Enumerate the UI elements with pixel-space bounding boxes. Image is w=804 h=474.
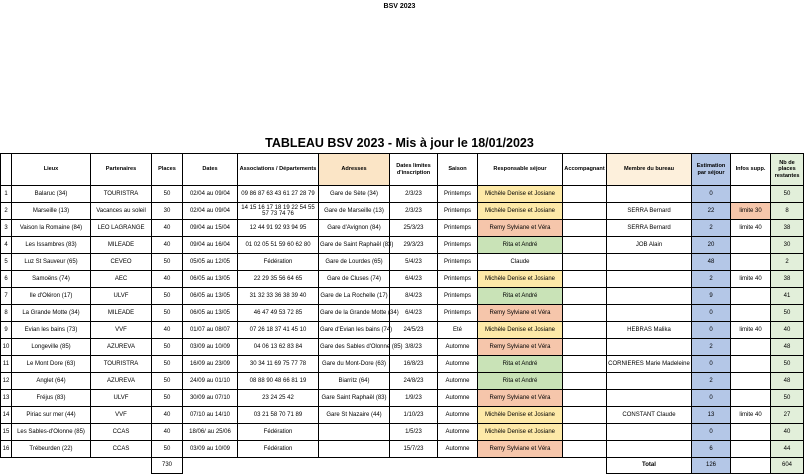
col-responsable-header: Responsable séjour bbox=[478, 154, 563, 186]
cell-date-limite: 5/4/23 bbox=[390, 254, 438, 271]
col-places-header: Places bbox=[152, 154, 183, 186]
cell-membre bbox=[607, 373, 692, 390]
cell-saison: Automne bbox=[438, 441, 478, 458]
cell-partenaire: CCAS bbox=[91, 424, 152, 441]
cell-responsable: Rita et André bbox=[478, 288, 563, 305]
cell-membre bbox=[607, 271, 692, 288]
cell-lieu: Ile d'Oléron (17) bbox=[12, 288, 91, 305]
cell-accompagnant bbox=[563, 220, 607, 237]
cell-accompagnant bbox=[563, 203, 607, 220]
cell-date-limite: 16/8/23 bbox=[390, 356, 438, 373]
cell-restantes: 50 bbox=[771, 390, 804, 407]
cell-dates: 16/09 au 23/09 bbox=[183, 356, 238, 373]
cell-associations: 22 29 35 56 64 65 bbox=[238, 271, 319, 288]
cell-partenaire: VVF bbox=[91, 322, 152, 339]
row-index: 2 bbox=[1, 203, 12, 220]
cell-adresse: Gare des Sables d'Olonne (85) bbox=[319, 339, 390, 356]
cell-restantes: 40 bbox=[771, 322, 804, 339]
cell-dates: 09/04 au 15/04 bbox=[183, 220, 238, 237]
cell-responsable: Michèle Denise et Josiane bbox=[478, 407, 563, 424]
cell-lieu: Vaison la Romaine (84) bbox=[12, 220, 91, 237]
cell-accompagnant bbox=[563, 271, 607, 288]
cell-associations: 04 06 13 62 83 84 bbox=[238, 339, 319, 356]
total-label: Total bbox=[607, 458, 692, 474]
cell-responsable: Michèle Denise et Josiane bbox=[478, 424, 563, 441]
col-partenaires-header: Partenaires bbox=[91, 154, 152, 186]
cell-adresse: Gare de Sète (34) bbox=[319, 186, 390, 203]
cell-partenaire: ULVF bbox=[91, 288, 152, 305]
cell-estimation: 0 bbox=[692, 305, 731, 322]
col-saison-header: Saison bbox=[438, 154, 478, 186]
cell-responsable: Michèle Denise et Josiane bbox=[478, 322, 563, 339]
cell-saison: Automne bbox=[438, 339, 478, 356]
cell-accompagnant bbox=[563, 186, 607, 203]
cell-places: 50 bbox=[152, 356, 183, 373]
cell-infos bbox=[731, 305, 771, 322]
cell-estimation: 0 bbox=[692, 390, 731, 407]
cell-accompagnant bbox=[563, 288, 607, 305]
row-index: 3 bbox=[1, 220, 12, 237]
cell-date-limite: 8/4/23 bbox=[390, 288, 438, 305]
col-lieux-header: Lieux bbox=[12, 154, 91, 186]
cell-date-limite: 25/3/23 bbox=[390, 220, 438, 237]
cell-places: 40 bbox=[152, 237, 183, 254]
cell-restantes: 50 bbox=[771, 356, 804, 373]
col-membre-header: Membre du bureau bbox=[607, 154, 692, 186]
cell-lieu: Longeville (85) bbox=[12, 339, 91, 356]
cell-responsable: Remy Sylviane et Véra bbox=[478, 339, 563, 356]
cell-adresse: Biarritz (64) bbox=[319, 373, 390, 390]
cell-date-limite: 1/9/23 bbox=[390, 390, 438, 407]
cell-estimation: 0 bbox=[692, 322, 731, 339]
cell-partenaire: LEO LAGRANGE bbox=[91, 220, 152, 237]
cell-date-limite: 1/10/23 bbox=[390, 407, 438, 424]
cell-dates: 18/06/ au 25/06 bbox=[183, 424, 238, 441]
cell-dates: 07/10 au 14/10 bbox=[183, 407, 238, 424]
cell-infos bbox=[731, 356, 771, 373]
cell-associations: 30 34 11 69 75 77 78 bbox=[238, 356, 319, 373]
cell-saison: Automne bbox=[438, 390, 478, 407]
cell-membre: SERRA Bernard bbox=[607, 203, 692, 220]
cell-estimation: 6 bbox=[692, 441, 731, 458]
cell-responsable: Remy Sylviane et Véra bbox=[478, 441, 563, 458]
total-spacer-2 bbox=[183, 458, 607, 474]
table-row bbox=[1, 271, 804, 288]
cell-infos bbox=[731, 339, 771, 356]
cell-infos bbox=[731, 373, 771, 390]
total-row bbox=[1, 458, 804, 474]
cell-estimation: 20 bbox=[692, 237, 731, 254]
sheet-header: BSV 2023 bbox=[383, 3, 416, 10]
cell-lieu: Luz St Sauveur (65) bbox=[12, 254, 91, 271]
cell-saison: Printemps bbox=[438, 220, 478, 237]
cell-partenaire: AZUREVA bbox=[91, 339, 152, 356]
row-index: 8 bbox=[1, 305, 12, 322]
cell-membre: HEBRAS Malika bbox=[607, 322, 692, 339]
cell-dates: 24/09 au 01/10 bbox=[183, 373, 238, 390]
cell-saison: Automne bbox=[438, 356, 478, 373]
cell-adresse: Gare Saint Raphaël (83) bbox=[319, 390, 390, 407]
cell-lieu: Les Issambres (83) bbox=[12, 237, 91, 254]
header-row bbox=[1, 154, 804, 186]
row-index: 16 bbox=[1, 441, 12, 458]
row-index: 15 bbox=[1, 424, 12, 441]
cell-adresse: Gare d'Evian les bains (74) bbox=[319, 322, 390, 339]
table-row bbox=[1, 322, 804, 339]
row-index: 9 bbox=[1, 322, 12, 339]
cell-associations: 01 02 05 51 59 60 62 80 bbox=[238, 237, 319, 254]
cell-places: 40 bbox=[152, 322, 183, 339]
cell-associations: 09 86 87 63 43 61 27 28 79 bbox=[238, 186, 319, 203]
cell-associations: Fédération bbox=[238, 424, 319, 441]
cell-saison: Automne bbox=[438, 373, 478, 390]
cell-partenaire: AZUREVA bbox=[91, 373, 152, 390]
cell-associations: 14 15 16 17 18 19 22 54 55 57 73 74 76 bbox=[238, 203, 319, 220]
cell-responsable: Rita et André bbox=[478, 237, 563, 254]
cell-associations: 12 44 91 92 93 94 95 bbox=[238, 220, 319, 237]
cell-associations: 08 88 90 48 66 81 19 bbox=[238, 373, 319, 390]
cell-associations: Fédération bbox=[238, 254, 319, 271]
cell-restantes: 50 bbox=[771, 186, 804, 203]
cell-accompagnant bbox=[563, 390, 607, 407]
cell-membre bbox=[607, 424, 692, 441]
cell-places: 40 bbox=[152, 407, 183, 424]
table-row bbox=[1, 373, 804, 390]
cell-responsable: Remy Sylviane et Véra bbox=[478, 305, 563, 322]
cell-saison: Automne bbox=[438, 407, 478, 424]
cell-accompagnant bbox=[563, 424, 607, 441]
cell-lieu: Samoëns (74) bbox=[12, 271, 91, 288]
cell-lieu: Trébeurden (22) bbox=[12, 441, 91, 458]
cell-accompagnant bbox=[563, 322, 607, 339]
row-index: 10 bbox=[1, 339, 12, 356]
total-restantes: 604 bbox=[771, 458, 804, 474]
cell-dates: 02/04 au 09/04 bbox=[183, 186, 238, 203]
cell-estimation: 2 bbox=[692, 220, 731, 237]
cell-places: 50 bbox=[152, 441, 183, 458]
cell-places: 50 bbox=[152, 390, 183, 407]
cell-partenaire: AEC bbox=[91, 271, 152, 288]
cell-infos bbox=[731, 441, 771, 458]
cell-partenaire: TOURISTRA bbox=[91, 186, 152, 203]
col-dates-header: Dates bbox=[183, 154, 238, 186]
cell-restantes: 48 bbox=[771, 339, 804, 356]
cell-accompagnant bbox=[563, 305, 607, 322]
cell-infos bbox=[731, 186, 771, 203]
cell-saison: Printemps bbox=[438, 271, 478, 288]
cell-estimation: 2 bbox=[692, 271, 731, 288]
cell-associations: 31 32 33 36 38 39 40 bbox=[238, 288, 319, 305]
cell-dates: 30/09 au 07/10 bbox=[183, 390, 238, 407]
cell-restantes: 27 bbox=[771, 407, 804, 424]
cell-infos bbox=[731, 424, 771, 441]
cell-saison: Printemps bbox=[438, 305, 478, 322]
cell-adresse: Gare d'Avignon (84) bbox=[319, 220, 390, 237]
cell-infos bbox=[731, 288, 771, 305]
cell-estimation: 22 bbox=[692, 203, 731, 220]
cell-places: 40 bbox=[152, 424, 183, 441]
cell-responsable: Michèle Denise et Josiane bbox=[478, 203, 563, 220]
cell-membre bbox=[607, 254, 692, 271]
table-row bbox=[1, 305, 804, 322]
cell-date-limite: 29/3/23 bbox=[390, 237, 438, 254]
cell-responsable: Remy Sylviane et Véra bbox=[478, 220, 563, 237]
cell-restantes: 50 bbox=[771, 305, 804, 322]
cell-membre: CONSTANT Claude bbox=[607, 407, 692, 424]
cell-infos bbox=[731, 237, 771, 254]
cell-associations: 03 21 58 70 71 89 bbox=[238, 407, 319, 424]
cell-membre: JOB Alain bbox=[607, 237, 692, 254]
cell-date-limite: 1/5/23 bbox=[390, 424, 438, 441]
cell-partenaire: CEVEO bbox=[91, 254, 152, 271]
cell-saison: Eté bbox=[438, 322, 478, 339]
cell-adresse: Gare de la Grande Motte (34) bbox=[319, 305, 390, 322]
cell-estimation: 2 bbox=[692, 339, 731, 356]
cell-lieu: La Grande Motte (34) bbox=[12, 305, 91, 322]
cell-restantes: 8 bbox=[771, 203, 804, 220]
cell-adresse: Gare de Cluses (74) bbox=[319, 271, 390, 288]
cell-places: 50 bbox=[152, 305, 183, 322]
cell-restantes: 38 bbox=[771, 220, 804, 237]
cell-responsable: Michèle Denise et Josiane bbox=[478, 186, 563, 203]
cell-date-limite: 6/4/23 bbox=[390, 271, 438, 288]
cell-accompagnant bbox=[563, 237, 607, 254]
cell-membre bbox=[607, 339, 692, 356]
row-index: 7 bbox=[1, 288, 12, 305]
cell-places: 40 bbox=[152, 220, 183, 237]
col-infos-header: Infos supp. bbox=[731, 154, 771, 186]
cell-dates: 06/05 au 13/05 bbox=[183, 288, 238, 305]
cell-date-limite: 2/3/23 bbox=[390, 186, 438, 203]
cell-estimation: 2 bbox=[692, 373, 731, 390]
cell-membre bbox=[607, 186, 692, 203]
cell-lieu: Anglet (64) bbox=[12, 373, 91, 390]
total-places: 730 bbox=[152, 458, 183, 474]
cell-dates: 06/05 au 13/05 bbox=[183, 305, 238, 322]
cell-restantes: 38 bbox=[771, 271, 804, 288]
table-row bbox=[1, 220, 804, 237]
cell-membre bbox=[607, 305, 692, 322]
table-row bbox=[1, 339, 804, 356]
cell-membre bbox=[607, 390, 692, 407]
table-row bbox=[1, 288, 804, 305]
cell-adresse bbox=[319, 424, 390, 441]
cell-adresse: Gare du Mont-Dore (63) bbox=[319, 356, 390, 373]
cell-places: 50 bbox=[152, 373, 183, 390]
cell-lieu: Piriac sur mer (44) bbox=[12, 407, 91, 424]
cell-lieu: Evian les bains (73) bbox=[12, 322, 91, 339]
cell-restantes: 2 bbox=[771, 254, 804, 271]
cell-dates: 09/04 au 16/04 bbox=[183, 237, 238, 254]
row-index: 6 bbox=[1, 271, 12, 288]
cell-estimation: 0 bbox=[692, 186, 731, 203]
table-row bbox=[1, 203, 804, 220]
cell-partenaire: ULVF bbox=[91, 390, 152, 407]
table-row bbox=[1, 390, 804, 407]
table-row bbox=[1, 356, 804, 373]
cell-saison: Printemps bbox=[438, 186, 478, 203]
cell-responsable: Michèle Denise et Josiane bbox=[478, 271, 563, 288]
cell-infos bbox=[731, 390, 771, 407]
cell-date-limite: 24/5/23 bbox=[390, 322, 438, 339]
cell-lieu: Fréjus (83) bbox=[12, 390, 91, 407]
cell-lieu: Marseille (13) bbox=[12, 203, 91, 220]
cell-lieu: Balaruc (34) bbox=[12, 186, 91, 203]
cell-membre: CORNIERES Marie Madeleine bbox=[607, 356, 692, 373]
cell-lieu: Le Mont Dore (63) bbox=[12, 356, 91, 373]
total-estimation: 126 bbox=[692, 458, 731, 474]
cell-membre: SERRA Bernard bbox=[607, 220, 692, 237]
cell-partenaire: TOURISTRA bbox=[91, 356, 152, 373]
cell-membre bbox=[607, 441, 692, 458]
cell-infos: limite 40 bbox=[731, 322, 771, 339]
cell-accompagnant bbox=[563, 441, 607, 458]
cell-places: 50 bbox=[152, 254, 183, 271]
table-row bbox=[1, 237, 804, 254]
cell-places: 50 bbox=[152, 288, 183, 305]
col-index-header bbox=[1, 154, 12, 186]
cell-infos: limite 40 bbox=[731, 220, 771, 237]
cell-responsable: Remy Sylviane et Véra bbox=[478, 390, 563, 407]
cell-adresse bbox=[319, 441, 390, 458]
cell-accompagnant bbox=[563, 254, 607, 271]
cell-restantes: 30 bbox=[771, 237, 804, 254]
row-index: 11 bbox=[1, 356, 12, 373]
col-associations-header: Associations / Départements bbox=[238, 154, 319, 186]
cell-places: 50 bbox=[152, 339, 183, 356]
cell-dates: 01/07 au 08/07 bbox=[183, 322, 238, 339]
cell-date-limite: 3/8/23 bbox=[390, 339, 438, 356]
table-row bbox=[1, 186, 804, 203]
cell-associations: 23 24 25 42 bbox=[238, 390, 319, 407]
cell-partenaire: VVF bbox=[91, 407, 152, 424]
cell-dates: 03/09 au 10/09 bbox=[183, 441, 238, 458]
cell-partenaire: MILEADE bbox=[91, 237, 152, 254]
cell-membre bbox=[607, 288, 692, 305]
cell-estimation: 0 bbox=[692, 424, 731, 441]
cell-accompagnant bbox=[563, 339, 607, 356]
col-accompagnant-header: Accompagnant bbox=[563, 154, 607, 186]
cell-lieu: Les Sables-d'Olonne (85) bbox=[12, 424, 91, 441]
cell-responsable: Rita et André bbox=[478, 356, 563, 373]
cell-infos: limite 30 bbox=[731, 203, 771, 220]
table-row bbox=[1, 254, 804, 271]
cell-dates: 02/04 au 09/04 bbox=[183, 203, 238, 220]
col-adresses-header: Adresses bbox=[319, 154, 390, 186]
cell-places: 50 bbox=[152, 186, 183, 203]
cell-dates: 05/05 au 12/05 bbox=[183, 254, 238, 271]
cell-date-limite: 15/7/23 bbox=[390, 441, 438, 458]
cell-partenaire: MILEADE bbox=[91, 305, 152, 322]
cell-associations: 46 47 49 53 72 85 bbox=[238, 305, 319, 322]
cell-infos: limite 40 bbox=[731, 407, 771, 424]
cell-adresse: Gare de Saint Raphaël (83) bbox=[319, 237, 390, 254]
cell-saison: Printemps bbox=[438, 254, 478, 271]
row-index: 5 bbox=[1, 254, 12, 271]
cell-estimation: 0 bbox=[692, 356, 731, 373]
cell-responsable: Claude bbox=[478, 254, 563, 271]
cell-infos: limite 40 bbox=[731, 271, 771, 288]
col-estimation-header: Estimation par séjour bbox=[692, 154, 731, 186]
cell-adresse: Gare de Marseille (13) bbox=[319, 203, 390, 220]
row-index: 14 bbox=[1, 407, 12, 424]
cell-associations: 07 26 18 37 41 45 10 bbox=[238, 322, 319, 339]
cell-estimation: 48 bbox=[692, 254, 731, 271]
cell-saison: Printemps bbox=[438, 237, 478, 254]
cell-estimation: 13 bbox=[692, 407, 731, 424]
cell-accompagnant bbox=[563, 407, 607, 424]
cell-date-limite: 6/4/23 bbox=[390, 305, 438, 322]
cell-saison: Printemps bbox=[438, 288, 478, 305]
cell-places: 30 bbox=[152, 203, 183, 220]
cell-saison: Printemps bbox=[438, 203, 478, 220]
cell-accompagnant bbox=[563, 373, 607, 390]
total-infos bbox=[731, 458, 771, 474]
bsv-table bbox=[0, 153, 804, 474]
cell-saison: Automne bbox=[438, 424, 478, 441]
cell-partenaire: CCAS bbox=[91, 441, 152, 458]
row-index: 4 bbox=[1, 237, 12, 254]
table-row bbox=[1, 407, 804, 424]
col-dates-limites-header: Dates limites d'inscription bbox=[390, 154, 438, 186]
cell-date-limite: 2/3/23 bbox=[390, 203, 438, 220]
cell-date-limite: 24/8/23 bbox=[390, 373, 438, 390]
cell-responsable: Rita et André bbox=[478, 373, 563, 390]
total-spacer bbox=[1, 458, 152, 474]
row-index: 13 bbox=[1, 390, 12, 407]
cell-estimation: 9 bbox=[692, 288, 731, 305]
row-index: 1 bbox=[1, 186, 12, 203]
cell-dates: 03/09 au 10/09 bbox=[183, 339, 238, 356]
cell-associations: Fédération bbox=[238, 441, 319, 458]
cell-restantes: 41 bbox=[771, 288, 804, 305]
cell-dates: 06/05 au 13/05 bbox=[183, 271, 238, 288]
cell-adresse: Gare de La Rochelle (17) bbox=[319, 288, 390, 305]
cell-restantes: 48 bbox=[771, 373, 804, 390]
table-row bbox=[1, 441, 804, 458]
cell-partenaire: Vacances au soleil bbox=[91, 203, 152, 220]
cell-accompagnant bbox=[563, 356, 607, 373]
cell-restantes: 40 bbox=[771, 424, 804, 441]
cell-places: 40 bbox=[152, 271, 183, 288]
col-restantes-header: Nb de places restantes bbox=[771, 154, 804, 186]
cell-adresse: Gare St Nazaire (44) bbox=[319, 407, 390, 424]
cell-restantes: 44 bbox=[771, 441, 804, 458]
table-row bbox=[1, 424, 804, 441]
cell-infos bbox=[731, 254, 771, 271]
page-title: TABLEAU BSV 2023 - Mis à jour le 18/01/2023 bbox=[265, 136, 534, 150]
cell-adresse: Gare de Lourdes (65) bbox=[319, 254, 390, 271]
row-index: 12 bbox=[1, 373, 12, 390]
